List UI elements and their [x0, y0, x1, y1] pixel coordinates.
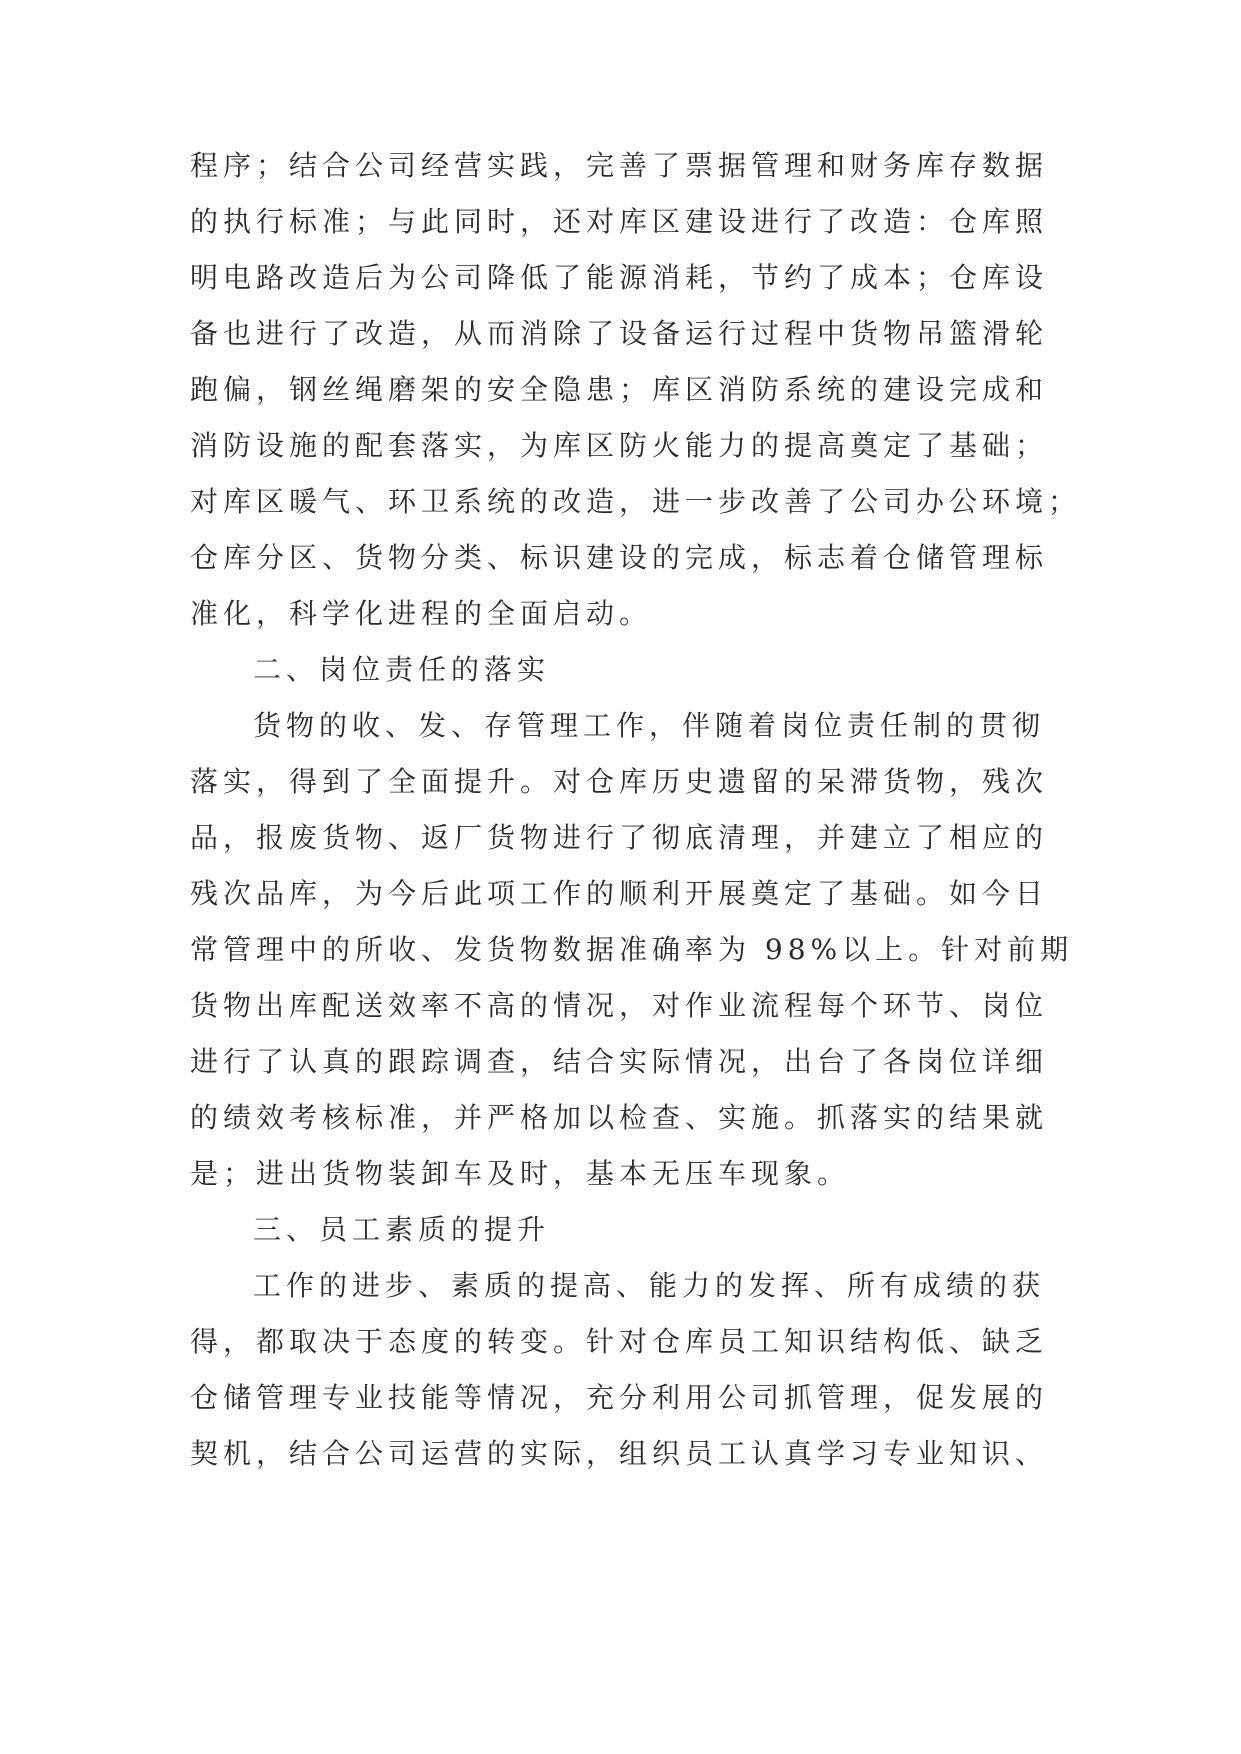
- paragraph-start: 货物的收、发、存管理工作，伴随着岗位责任制的贯彻: [253, 709, 1046, 742]
- body-line: 落实，得到了全面提升。对仓库历史遗留的呆滞货物，残次: [190, 765, 1049, 798]
- body-line: 残次品库，为今后此项工作的顺利开展奠定了基础。如今日: [190, 877, 1049, 910]
- body-line: 明电路改造后为公司降低了能源消耗，节约了成本；仓库设: [190, 261, 1049, 294]
- body-line: 契机，结合公司运营的实际，组织员工认真学习专业知识、: [190, 1437, 1049, 1470]
- body-line: 进行了认真的跟踪调查，结合实际情况，出台了各岗位详细: [190, 1045, 1049, 1078]
- body-line: 消防设施的配套落实，为库区防火能力的提高奠定了基础；: [190, 429, 1049, 462]
- body-line: 跑偏，钢丝绳磨架的安全隐患；库区消防系统的建设完成和: [190, 373, 1049, 406]
- body-line: 的绩效考核标准，并严格加以检查、实施。抓落实的结果就: [190, 1101, 1049, 1134]
- body-line: 品，报废货物、返厂货物进行了彻底清理，并建立了相应的: [190, 821, 1049, 854]
- body-line: 仓储管理专业技能等情况，充分利用公司抓管理，促发展的: [190, 1381, 1049, 1414]
- body-line: 程序；结合公司经营实践，完善了票据管理和财务库存数据: [190, 149, 1049, 182]
- body-line: 常管理中的所收、发货物数据准确率为 98%以上。针对前期: [190, 933, 1074, 966]
- body-line: 货物出库配送效率不高的情况，对作业流程每个环节、岗位: [190, 989, 1049, 1022]
- body-line: 的执行标准；与此同时，还对库区建设进行了改造：仓库照: [190, 205, 1049, 238]
- paragraph-start: 工作的进步、素质的提高、能力的发挥、所有成绩的获: [253, 1269, 1046, 1302]
- body-line: 仓库分区、货物分类、标识建设的完成，标志着仓储管理标: [190, 541, 1049, 574]
- body-line: 备也进行了改造，从而消除了设备运行过程中货物吊篮滑轮: [190, 317, 1049, 350]
- body-line: 准化，科学化进程的全面启动。: [190, 597, 653, 630]
- body-line: 对库区暖气、环卫系统的改造，进一步改善了公司办公环境；: [190, 485, 1082, 518]
- body-line: 是；进出货物装卸车及时，基本无压车现象。: [190, 1157, 851, 1190]
- section-heading: 二、岗位责任的落实: [253, 653, 551, 686]
- section-heading: 三、员工素质的提升: [253, 1213, 551, 1246]
- body-line: 得，都取决于态度的转变。针对仓库员工知识结构低、缺乏: [190, 1325, 1049, 1358]
